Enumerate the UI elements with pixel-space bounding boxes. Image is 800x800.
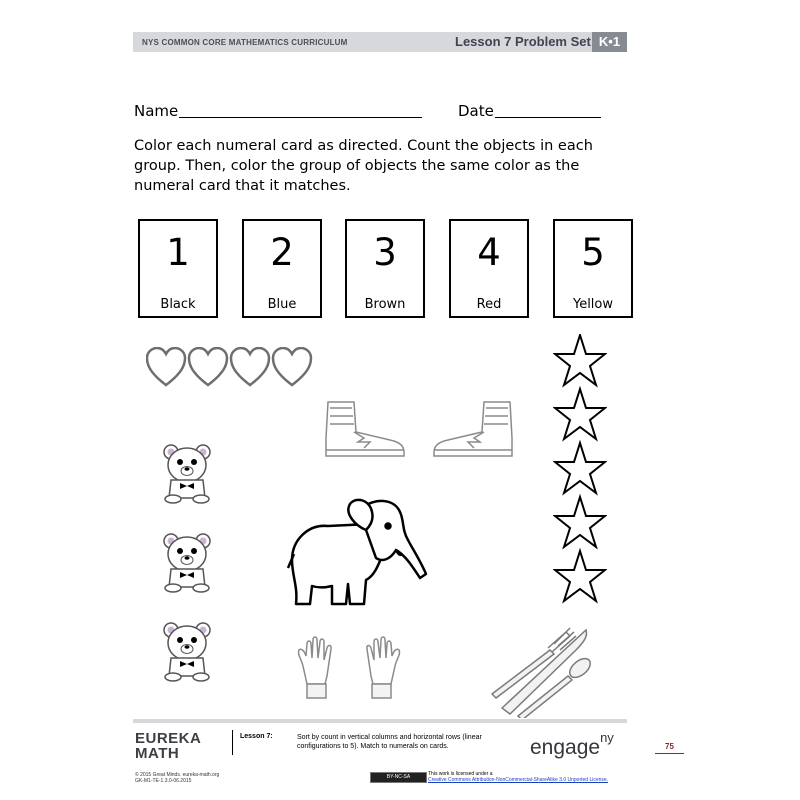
footer-divider: [232, 730, 233, 755]
stars-group[interactable]: [553, 334, 607, 604]
card-color-label: Yellow: [572, 297, 614, 312]
teddy-bears-group[interactable]: [158, 442, 220, 698]
curriculum-title: NYS COMMON CORE MATHEMATICS CURRICULUM: [142, 38, 348, 47]
boot-icon[interactable]: [428, 398, 518, 460]
name-field[interactable]: [179, 117, 422, 118]
card-number: 5: [581, 231, 605, 274]
star-icon: [555, 551, 605, 601]
eureka-math-logo: EUREKA MATH: [135, 730, 202, 762]
boot-icon[interactable]: [320, 398, 410, 460]
teddy-bear-icon: [164, 534, 210, 592]
page-number: 75: [655, 742, 684, 754]
elephant-icon[interactable]: [286, 496, 432, 614]
star-icon: [555, 443, 605, 493]
card-color-label: Blue: [267, 297, 297, 312]
copyright: © 2015 Great Minds. eureka-math.org GK-M1-TE-1.3.0-06.2015: [135, 772, 220, 784]
star-icon: [555, 497, 605, 547]
glove-icon: [367, 637, 400, 698]
license-link[interactable]: Creative Commons Attribution-NonCommercial-ShareAlike 3.0 Unported License.: [428, 777, 609, 783]
numeral-card-5[interactable]: [553, 219, 633, 318]
name-label: Name: [134, 102, 179, 120]
glove-icon: [298, 637, 331, 698]
teddy-bear-icon: [164, 623, 210, 681]
card-color-label: Black: [160, 297, 196, 312]
star-icon: [555, 335, 605, 385]
card-color-label: Brown: [364, 297, 406, 312]
heart-icon: [231, 348, 269, 385]
heart-icon: [189, 348, 227, 385]
card-number: 4: [477, 231, 501, 274]
heart-icon: [273, 348, 311, 385]
teddy-bear-icon: [164, 445, 210, 503]
numeral-card-2[interactable]: [242, 219, 322, 318]
instructions: Color each numeral card as directed. Count the objects in each group. Then, color the group of objects the same color as the numeral card that it matches.: [134, 138, 593, 194]
card-number: 3: [373, 231, 397, 274]
engageny-logo: engage$^{ny}$: [530, 730, 614, 759]
card-color-label: Red: [476, 297, 502, 312]
numeral-card-4[interactable]: [449, 219, 529, 318]
gloves-group[interactable]: [295, 636, 405, 702]
heart-icon: [147, 348, 185, 385]
footer-rule: [133, 719, 627, 723]
card-number: 2: [270, 231, 294, 274]
utensils-icon[interactable]: [488, 624, 598, 718]
license-text: This work is licensed under a Creative Commons Attribution-NonCommercial-ShareAlike 3.0 Unported License.: [428, 771, 609, 783]
hearts-group[interactable]: [146, 347, 316, 389]
star-icon: [555, 389, 605, 439]
numeral-card-3[interactable]: [345, 219, 425, 318]
footer-lesson-description: Sort by count in vertical columns and horizontal rows (linear configurations to 5). Match to numerals on cards.: [297, 734, 482, 750]
date-label: Date: [458, 102, 494, 120]
numeral-card-1[interactable]: [138, 219, 218, 318]
cc-license-badge: BY-NC-SA: [370, 772, 427, 783]
footer-lesson-label: Lesson 7:: [240, 733, 273, 740]
date-field[interactable]: [495, 117, 601, 118]
lesson-title: Lesson 7 Problem Set: [455, 34, 591, 49]
card-number: 1: [166, 231, 190, 274]
grade-module-badge: K•1: [592, 32, 627, 52]
